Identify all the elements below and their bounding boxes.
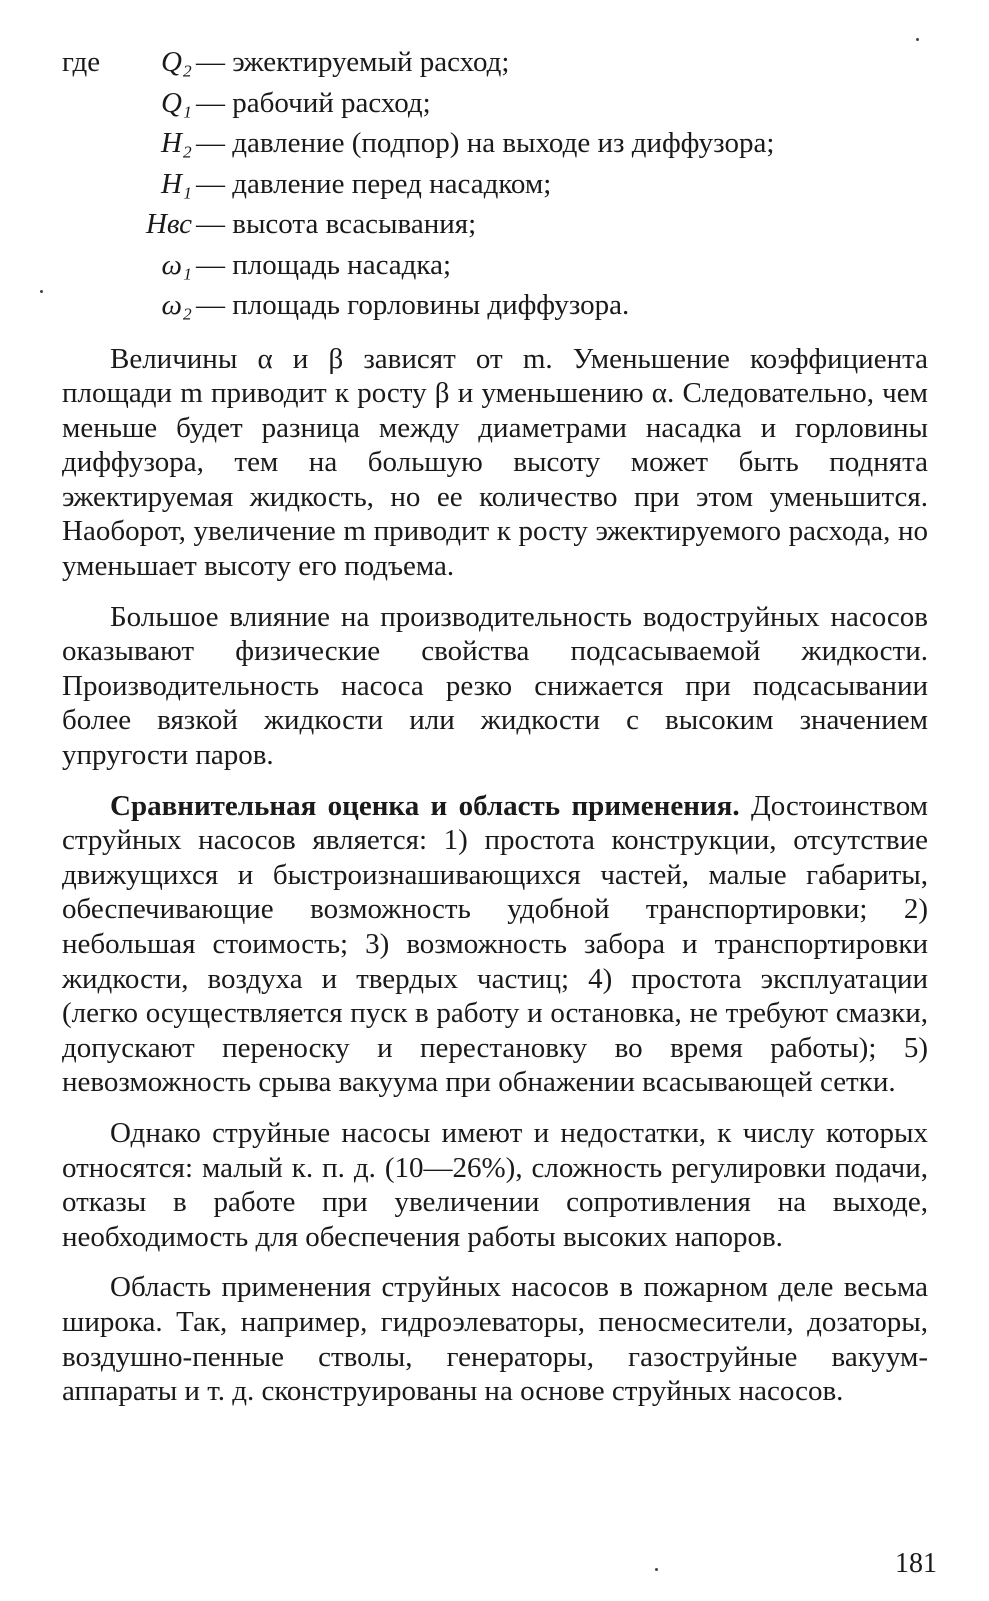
definition-symbol: ω₁ [161,248,192,281]
section-heading: Сравнительная оценка и область применения. [110,789,740,822]
definition-row [62,204,928,245]
definition-row [62,285,928,326]
paragraph-advantages: Достоинством струйных насосов является: 1) простота конструкции, отсутствие движущихся и быстроизнашивающихся частей, малые габариты, обеспечивающие возможность удобной транспортировки; 2) небольшая стоимость; 3) возможность забора и транспортировки жидкости, воздуха и твердых частиц; 4) простота эксплуатации (легко осуществляется пуск в работу и остановка, не требуют смазки, допускают переноску и перестановку во время работы); 5) невозможность срыва вакуума при обнажении всасывающей сетки. [62,789,928,1099]
paragraph-application-area: Область применения струйных насосов в пожарном деле весьма широка. Так, например, гидроэлеваторы, пеносмесители, дозаторы, воздушно-пенные стволы, генераторы, газоструйные вакуум-аппараты и т. д. сконструированы на основе струйных насосов. [62,1271,928,1408]
print-speck [655,1568,658,1571]
definition-symbol: H₂ [160,127,192,159]
definition-row [62,123,928,164]
definitions-list [62,42,928,326]
paragraph-liquid-properties: Большое влияние на производительность водоструйных насосов оказывают физические свойства подсасываемой жидкости. Производительность насоса резко снижается при подсасывании более вязкой жидкости или жидкости с высоким значением упругости паров. [62,600,928,772]
paragraph-comparative-evaluation [62,789,928,1100]
definition-text: — высота всасывания; [196,208,477,240]
paragraph-coefficients: Величины α и β зависят от m. Уменьшение коэффициента площади m приводит к росту β и уменьшению α. Следовательно, чем меньше будет разница между диаметрами насадка и горловины диффузора, тем на большую высоту может быть поднята эжектируемая жидкость, но ее количество при этом уменьшится. Наоборот, увеличение m приводит к росту эжектируемого расхода, но уменьшает высоту его подъема. [62,342,928,583]
page-body [62,42,928,1409]
definition-text: — эжектируемый расход; [196,46,510,78]
definition-row [62,245,928,286]
paragraph-disadvantages: Однако струйные насосы имеют и недостатки, к числу которых относятся: малый к. п. д. (10—26%), сложность регулировки подачи, отказы в работе при увеличении сопротивления на выходе, необходимость для обеспечения работы высоких напоров. [62,1116,928,1253]
print-speck [916,38,919,41]
definition-text: — давление перед насадком; [196,167,552,200]
definition-symbol: H₁ [160,167,192,200]
definition-row [62,42,928,83]
definitions-lead: где [62,46,101,78]
definition-text: — рабочий расход; [196,86,431,119]
definition-row [62,164,928,205]
definition-text: — площадь горловины диффузора. [196,289,630,321]
definition-text: — давление (подпор) на выходе из диффузора; [196,127,775,159]
definition-row [62,83,928,124]
definition-symbol: Q₁ [160,86,192,119]
definition-symbol: ω₂ [161,289,192,321]
definition-text: — площадь насадка; [196,248,451,281]
definition-symbol: Q₂ [160,46,192,78]
print-speck [40,290,43,293]
definition-symbol: Hвс [145,208,192,240]
page-number: 181 [895,1548,937,1579]
